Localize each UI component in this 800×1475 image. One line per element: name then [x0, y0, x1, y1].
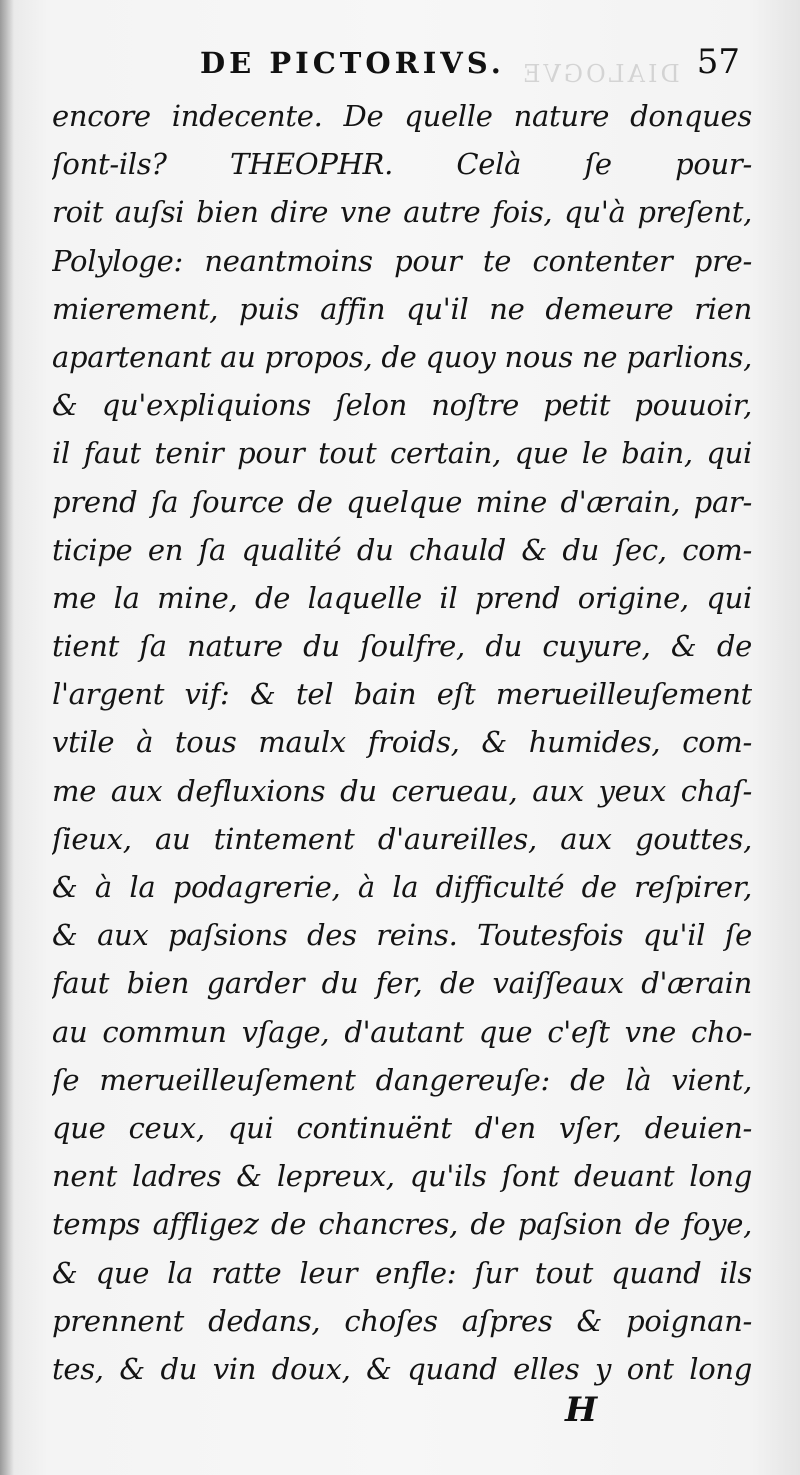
- text-line: & à la podagrerie, à la difficulté de reſpirer,: [52, 870, 752, 904]
- text-line: encore indecente. De quelle nature donques: [52, 99, 752, 133]
- text-line: ſieux, au tintement d'aureilles, aux gouttes,: [52, 821, 752, 856]
- text-line: & aux paſsions des reins. Toutesfois qu'il ſe: [52, 918, 752, 953]
- text-line: il faut tenir pour tout certain, que le bain, qui: [52, 436, 752, 471]
- text-line: temps affligez de chancres, de paſsion de foye,: [52, 1207, 752, 1242]
- text-line: apartenant au propos, de quoy nous ne parlions,: [52, 339, 752, 374]
- text-line: tient ſa nature du ſoulfre, du cuyure, & de: [52, 629, 752, 664]
- text-line: prennent dedans, choſes aſpres & poignan-: [52, 1303, 752, 1338]
- text-line: me la mine, de laquelle il prend origine, qui: [52, 580, 752, 615]
- text-line: ſe merueilleuſement dangereuſe: de là vient,: [52, 1062, 752, 1097]
- body-text: [52, 92, 752, 1393]
- text-line: ſont-ils? THEOPHR. Celà ſe pour-: [52, 147, 752, 182]
- text-line: vtile à tous maulx froids, & humides, com-: [52, 725, 752, 760]
- text-line: roit auſsi bien dire vne autre fois, qu'à preſent,: [52, 195, 752, 230]
- bleed-through-text: DIALOGVE: [520, 60, 680, 88]
- text-line: & que la ratte leur enfle: ſur tout quand ils: [52, 1255, 752, 1290]
- signature-mark: H: [565, 1390, 598, 1430]
- page-gutter-shadow: [0, 0, 14, 1475]
- text-line: nent ladres & lepreux, qu'ils ſont deuant long: [52, 1159, 752, 1194]
- text-line: tes, & du vin doux, & quand elles y ont long: [52, 1351, 752, 1386]
- text-line: me aux defluxions du cerueau, aux yeux chaſ-: [52, 773, 752, 808]
- running-head: DE PICTORIVS.: [200, 46, 505, 80]
- text-line: l'argent vif: & tel bain eſt merueilleuſement: [52, 677, 752, 712]
- text-line: au commun vſage, d'autant que c'eſt vne cho-: [52, 1014, 752, 1049]
- text-line: prend ſa ſource de quelque mine d'ærain, par-: [52, 484, 752, 519]
- text-line: faut bien garder du fer, de vaiſſeaux d'ærain: [52, 966, 752, 1001]
- text-line: & qu'expliquions ſelon noſtre petit pouuoir,: [52, 388, 752, 423]
- text-line: que ceux, qui continuënt d'en vſer, deuien-: [52, 1110, 752, 1145]
- page-number: 57: [696, 42, 740, 82]
- text-line: mierement, puis affin qu'il ne demeure rien: [52, 291, 752, 326]
- page-header: [0, 42, 800, 96]
- text-line: Polyloge: neantmoins pour te contenter pre-: [52, 243, 752, 278]
- text-line: ticipe en ſa qualité du chauld & du ſec, com-: [52, 532, 752, 567]
